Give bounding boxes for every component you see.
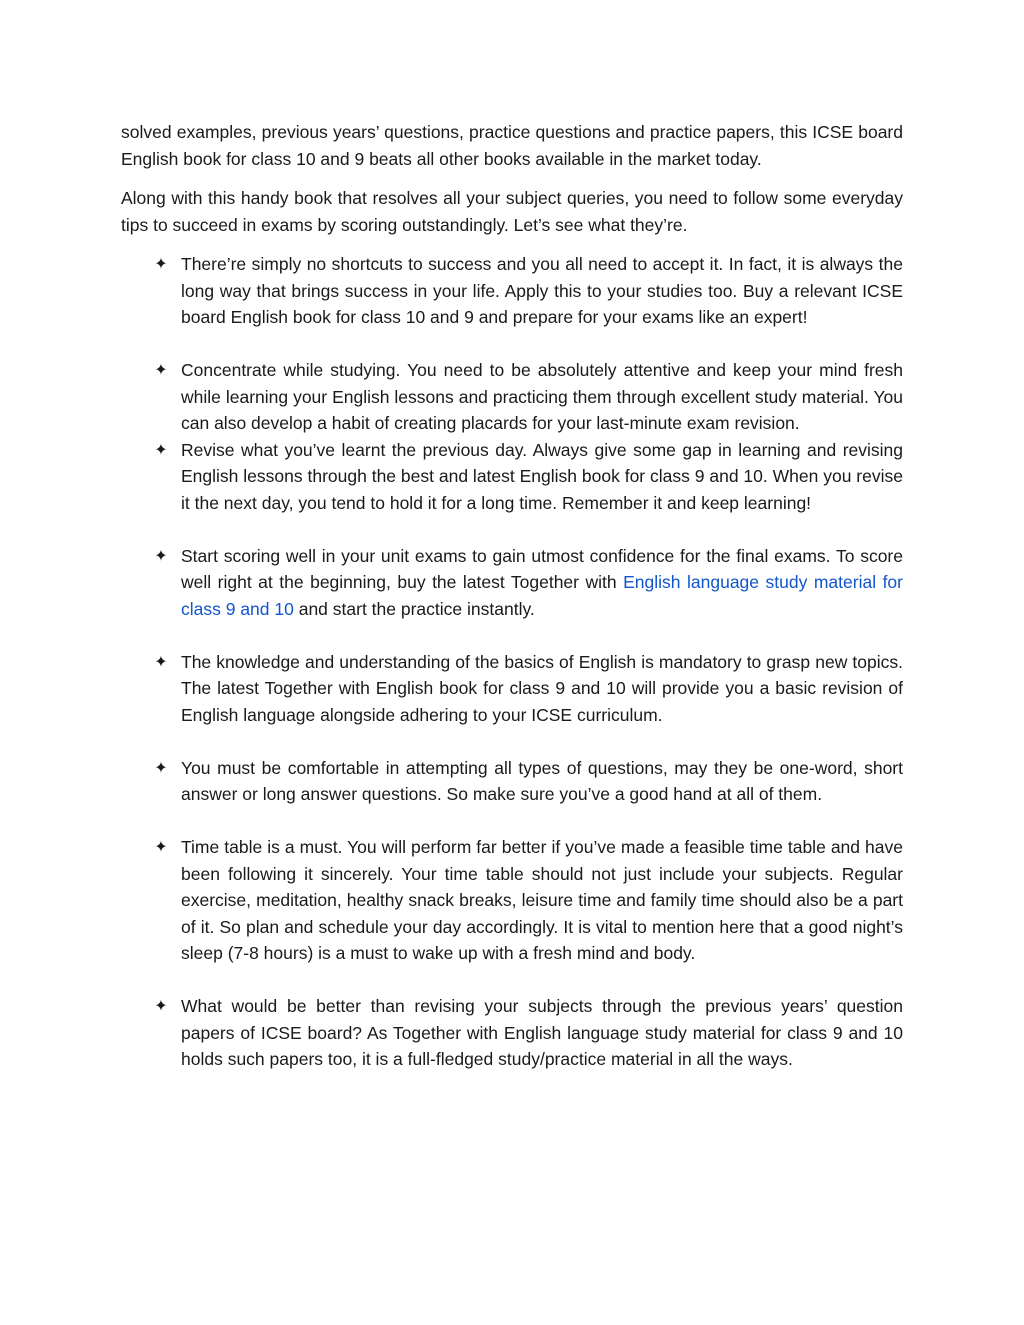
tip-text: Concentrate while studying. You need to be absolutely attentive and keep your mind fresh while learning your English lessons and practicing them through excellent study material. You can also develop a habit of creating placards for your last-minute exam revision.: [181, 360, 903, 433]
document-page: [121, 119, 903, 1073]
tip-text: Time table is a must. You will perform far better if you’ve made a feasible time table and have been following it sincerely. Your time table should not just include your subjects. Regular exercise, meditation, healthy snack breaks, leisure time and family time should also be a part of it. So plan and schedule your day accordingly. It is vital to mention here that a good night’s sleep (7-8 hours) is a must to wake up with a fresh mind and body.: [181, 837, 903, 963]
tip-item: [121, 357, 903, 437]
tip-item: [121, 649, 903, 729]
tip-text: Revise what you’ve learnt the previous day. Always give some gap in learning and revising English lessons through the best and latest English book for class 9 and 10. When you revise it the next day, you tend to hold it for a long time. Remember it and keep learning!: [181, 439, 903, 513]
four-pointed-star-icon: ✦: [154, 439, 168, 459]
tip-item: [121, 543, 903, 623]
tips-list: [121, 251, 903, 1073]
intro-paragraph-1: solved examples, previous years’ questions, practice questions and practice papers, this ICSE board English book for class 10 and 9 beats all other books available in the market today.: [121, 122, 903, 169]
tip-text: What would be better than revising your subjects through the previous years’ question papers of ICSE board? As Together with English language study material for class 9 and 10 holds such papers too, it is a full-fledged study/practice material in all the ways.: [181, 996, 903, 1069]
four-pointed-star-icon: ✦: [154, 651, 168, 671]
four-pointed-star-icon: ✦: [154, 757, 168, 777]
tip-item: [121, 437, 903, 517]
tip-item: [121, 251, 903, 331]
four-pointed-star-icon: ✦: [154, 837, 168, 856]
four-pointed-star-icon: ✦: [154, 360, 168, 379]
four-pointed-star-icon: ✦: [154, 996, 168, 1015]
tip-text: There’re simply no shortcuts to success and you all need to accept it. In fact, it is always the long way that brings success in your life. Apply this to your studies too. Buy a relevant ICSE board English book for class 10 and 9 and prepare for your exams like an expert!: [181, 254, 903, 327]
tip-text: You must be comfortable in attempting all types of questions, may they be one-word, short answer or long answer questions. So make sure you’ve a good hand at all of them.: [181, 757, 903, 804]
tip-text: The knowledge and understanding of the basics of English is mandatory to grasp new topics. The latest Together with English book for class 9 and 10 will provide you a basic revision of English language alongside adhering to your ICSE curriculum.: [181, 651, 903, 725]
tip-item: [121, 834, 903, 967]
tip-item: [121, 755, 903, 808]
tip-text-before-link: Start scoring well in your unit exams to gain utmost confidence for the final exams. To score well right at the beginning, buy the latest Together with: [181, 545, 903, 592]
intro-paragraph-2: Along with this handy book that resolves all your subject queries, you need to follow some everyday tips to succeed in exams by scoring outstandingly. Let’s see what they’re.: [121, 188, 903, 235]
four-pointed-star-icon: ✦: [154, 254, 168, 273]
tip-item: [121, 993, 903, 1073]
tip-text-after-link: and start the practice instantly.: [293, 598, 535, 619]
four-pointed-star-icon: ✦: [154, 545, 168, 565]
study-material-link[interactable]: English language study material for class 9 and 10: [181, 572, 903, 619]
